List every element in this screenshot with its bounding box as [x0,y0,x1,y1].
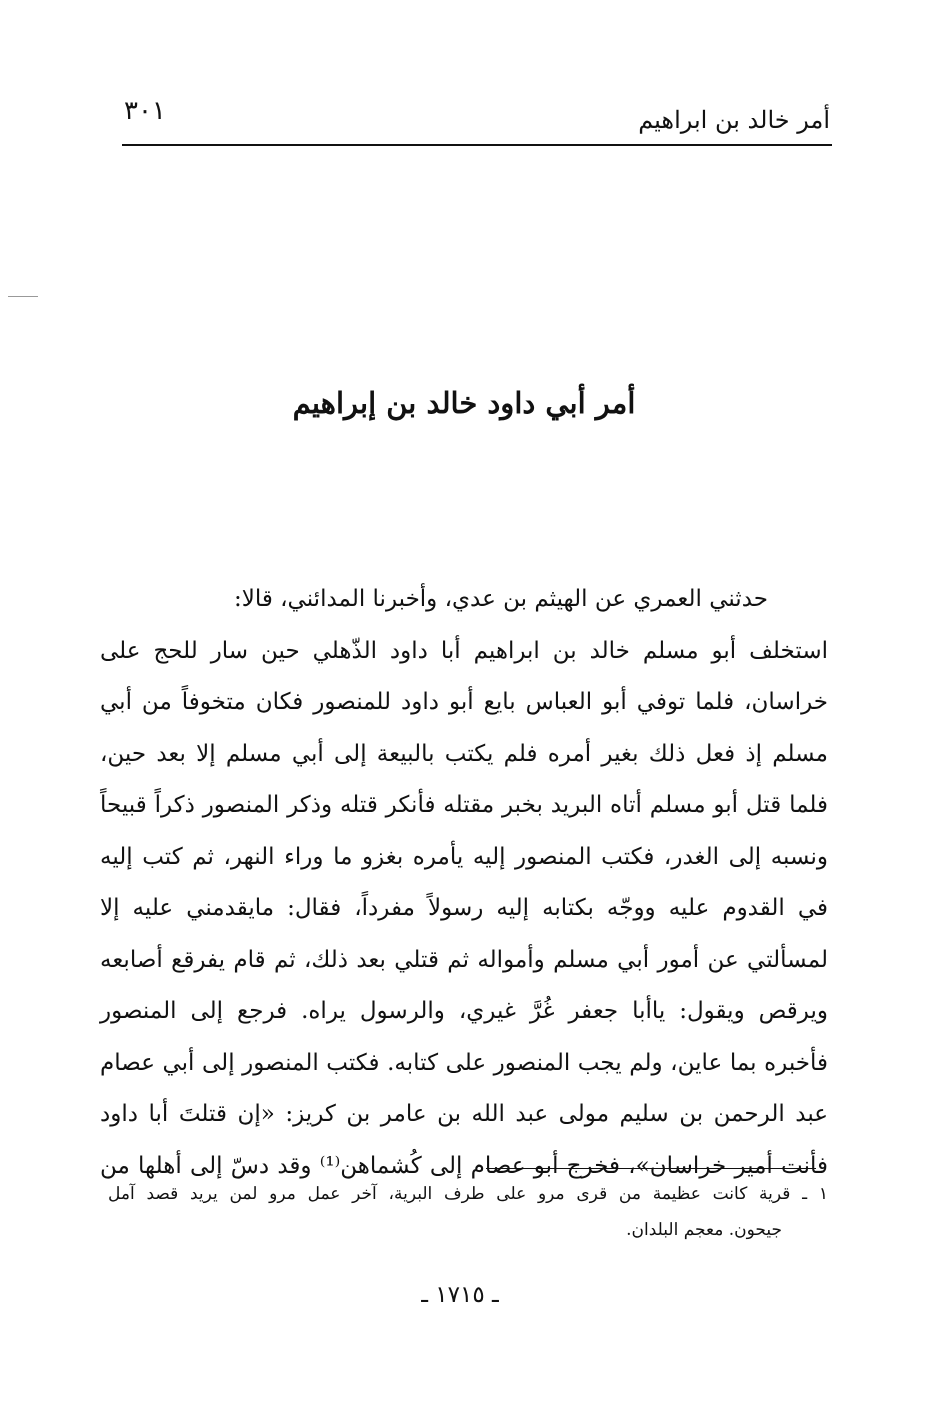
body-line: ونسبه إلى الغدر، فكتب المنصور إليه يأمره بغزو ما وراء النهر، ثم كتب إليه [100,843,828,870]
body-line: فلما قتل أبو مسلم أتاه البريد بخبر مقتله فأنكر قتله وذكر المنصور ذكراً قبيحاً [100,792,828,818]
body-line: في القدوم عليه ووجّه بكتابه إليه رسولاً مفرداً، فقال: مايقدمني عليه إلا [100,895,828,921]
page-edge-mark [8,296,38,297]
body-line: خراسان، فلما توفي أبو العباس بايع أبو داود للمنصور فكان متخوفاً من أبي [100,689,828,715]
body-line: لمسألتي عن أمور أبي مسلم وأمواله ثم قتلي بعد ذلك، ثم قام يفرقع أصابعه [100,946,828,973]
header-title: أمر خالد بن ابراهيم [638,106,830,134]
header-page-number: ٣٠١ [124,96,166,126]
chapter-title: أمر أبي داود خالد بن إبراهيم [292,386,636,420]
footnote-line: ١ ـ قرية كانت عظيمة من قرى مرو على طرف البرية، آخر عمل مرو لمن يريد قصد آمل [108,1184,828,1204]
body-text [100,574,828,1192]
body-line: عبد الرحمن بن سليم مولى عبد الله بن عامر بن كريز: «إن قتلتَ أبا داود [100,1101,828,1127]
footer-page-number: ـ ١٧١٥ ـ [421,1282,499,1308]
body-line: فأخبره بما عاين، ولم يجب المنصور على كتابه. فكتب المنصور إلى أبي عصام [100,1049,828,1076]
footnote-divider [486,1168,816,1169]
body-line: ويرقص ويقول: ياأبا جعفر غُرَّ غيري، والرسول يراه. فرجع إلى المنصور [100,998,828,1024]
running-header [122,92,832,146]
footnote-line: جيحون. معجم البلدان. [626,1220,782,1240]
body-line: مسلم إذ فعل ذلك بغير أمره فلم يكتب بالبيعة إلى أبي مسلم إلا بعد حين، [100,740,828,767]
body-line: حدثني العمري عن الهيثم بن عدي، وأخبرنا المدائني، قالا: [233,586,768,612]
body-line: فأنت أمير خراسان»، فخرج أبو عصام إلى كُشماهن⁽¹⁾ وقد دسّ إلى أهلها من [100,1152,828,1179]
body-line: استخلف أبو مسلم خالد بن ابراهيم أبا داود الذّهلي حين سار للحج على [100,637,828,664]
footnotes [108,1176,828,1248]
